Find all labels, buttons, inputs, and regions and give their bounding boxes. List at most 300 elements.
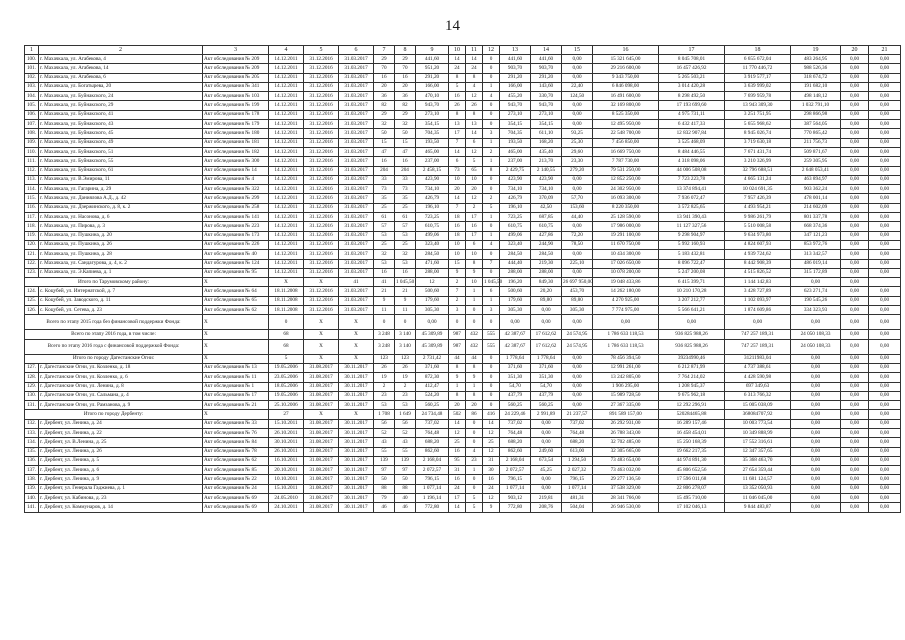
table-cell: 15 495 710,00 — [659, 494, 725, 503]
table-cell: 72,20 — [562, 231, 593, 240]
table-cell: 50 — [374, 129, 395, 138]
table-cell: 330,70 — [531, 92, 562, 101]
column-number-cell: 21 — [869, 46, 901, 55]
table-cell: 45,25 — [531, 466, 562, 475]
table-cell: 25 128 590,00 — [593, 213, 659, 222]
table-cell: 0,00 — [791, 466, 841, 475]
table-cell: 354,15 — [500, 120, 531, 129]
table-cell: 0,00 — [869, 391, 901, 400]
table-cell: 127. — [25, 363, 39, 372]
table-cell: 849,30 — [531, 278, 562, 287]
table-cell: 19 291 100,00 — [593, 231, 659, 240]
table-row — [25, 494, 901, 503]
table-cell: 723,25 — [500, 213, 531, 222]
table-cell: 0,00 — [841, 92, 869, 101]
address-cell: г. Дербент, ул. В.Ленина, д. 25 — [39, 438, 203, 447]
table-cell: 68 — [269, 339, 304, 354]
table-cell: 0,00 — [593, 315, 659, 330]
table-cell: 8 525 350,00 — [593, 110, 659, 119]
table-cell: 6 — [449, 157, 466, 166]
table-cell: 29,60 — [562, 147, 593, 156]
table-cell: 313 342,57 — [791, 250, 841, 259]
table-cell: 688,20 — [562, 438, 593, 447]
table-cell: 14.12.2011 — [269, 259, 304, 268]
table-cell: 105. — [25, 101, 39, 110]
table-cell: 14 — [466, 129, 483, 138]
table-cell: 27 654 359,44 — [725, 466, 791, 475]
table-cell: 15 — [449, 259, 466, 268]
table-cell: 0,00 — [869, 64, 901, 73]
column-number-cell: 7 — [374, 46, 395, 55]
table-cell: 0,00 — [869, 363, 901, 372]
table-cell: 57 — [395, 222, 416, 231]
table-cell: 0,00 — [841, 494, 869, 503]
table-cell: 611,10 — [531, 129, 562, 138]
table-cell: 14.12.2011 — [269, 213, 304, 222]
table-cell: 0 — [483, 401, 500, 410]
table-cell: 0,00 — [562, 101, 593, 110]
column-number-cell: 3 — [203, 46, 269, 55]
table-cell: 31.03.2017 — [339, 203, 374, 212]
table-row — [25, 55, 901, 64]
table-cell: 2 731,42 — [416, 354, 449, 363]
table-cell: 47 — [395, 147, 416, 156]
table-cell: 208,76 — [531, 503, 562, 512]
table-cell: 53 — [395, 401, 416, 410]
document-cell: Акт обследования № 124 — [203, 259, 269, 268]
table-cell: 10 024 691,35 — [725, 185, 791, 194]
table-cell: 0 — [483, 64, 500, 73]
table-cell: 2 027,32 — [562, 466, 593, 475]
table-cell: 2 429,75 — [500, 166, 531, 175]
table-cell: 772,80 — [416, 503, 449, 512]
table-cell: 116. — [25, 203, 39, 212]
table-cell: 31.08.2017 — [304, 494, 339, 503]
table-cell: 323,40 — [500, 240, 531, 249]
table-cell: 347 121,23 — [791, 231, 841, 240]
table-cell: 19 048 433,86 — [593, 278, 659, 287]
table-cell: 0,00 — [562, 373, 593, 382]
table-cell: 3 — [483, 129, 500, 138]
table-cell: 31.12.2016 — [304, 138, 339, 147]
table-cell: 14.12.2011 — [269, 203, 304, 212]
table-cell: 122. — [25, 259, 39, 268]
table-cell: 12 292 296,91 — [659, 401, 725, 410]
table-cell: 24 — [449, 484, 466, 493]
table-cell: 560,25 — [531, 401, 562, 410]
table-cell: 903,12 — [500, 494, 531, 503]
table-cell: 17 552 316,61 — [725, 438, 791, 447]
table-cell: 305,30 — [500, 306, 531, 315]
column-number-cell: 4 — [269, 46, 304, 55]
table-cell: X — [339, 339, 374, 354]
table-cell: 0,00 — [562, 110, 593, 119]
table-cell: 7 — [449, 138, 466, 147]
table-cell: 31.12.2016 — [304, 306, 339, 315]
document-cell: Акт обследования № 65 — [203, 296, 269, 305]
table-cell: 412,47 — [416, 382, 449, 391]
table-cell: 137. — [25, 466, 39, 475]
table-cell: 0,00 — [869, 73, 901, 82]
table-cell: 1 — [483, 138, 500, 147]
table-cell: 2 — [466, 203, 483, 212]
table-cell: 0,00 — [841, 339, 869, 354]
table-cell: 193,50 — [416, 138, 449, 147]
table-cell: 747 257 189,31 — [725, 339, 791, 354]
table-cell: 54,70 — [500, 382, 531, 391]
table-cell: 0,00 — [869, 306, 901, 315]
table-cell: 0,00 — [791, 315, 841, 330]
table-cell: 138. — [25, 475, 39, 484]
table-cell: 20.10.2011 — [269, 466, 304, 475]
table-cell: 0,00 — [562, 250, 593, 259]
table-cell: 8 442 908,39 — [725, 259, 791, 268]
table-cell: 943,70 — [531, 101, 562, 110]
table-cell: 17 — [449, 129, 466, 138]
table-cell: 30.11.2017 — [339, 475, 374, 484]
table-cell: 8 484 446,55 — [659, 147, 725, 156]
table-cell: 95 — [449, 456, 466, 465]
table-cell: X — [339, 354, 374, 363]
document-cell: Акт обследования № 223 — [203, 222, 269, 231]
table-cell: 12 — [483, 447, 500, 456]
column-number-cell: 5 — [304, 46, 339, 55]
table-cell: X — [203, 315, 269, 330]
table-cell: 45 309,89 — [416, 330, 449, 339]
table-cell: 2 168,04 — [416, 456, 449, 465]
table-cell: 0 — [466, 438, 483, 447]
table-cell: 16.10.2011 — [269, 456, 304, 465]
table-cell: 4 665 131,24 — [725, 175, 791, 184]
table-cell: 2 648 053,41 — [791, 166, 841, 175]
table-cell: 93,25 — [562, 129, 593, 138]
table-cell: 25 — [395, 240, 416, 249]
table-cell: 0,00 — [562, 64, 593, 73]
table-cell: 0,00 — [841, 120, 869, 129]
table-cell: 23,30 — [562, 157, 593, 166]
table-cell: 0,00 — [791, 503, 841, 512]
table-cell: 31.12.2016 — [304, 175, 339, 184]
table-cell: 0,00 — [562, 55, 593, 64]
table-cell: 0,00 — [869, 231, 901, 240]
table-cell: 14.12.2011 — [269, 129, 304, 138]
summary-row — [25, 315, 901, 330]
table-cell: 1 144 142,83 — [725, 278, 791, 287]
table-cell: 0,00 — [791, 391, 841, 400]
table-cell: 30.11.2017 — [339, 484, 374, 493]
table-cell: 0,00 — [869, 92, 901, 101]
table-cell: 31.12.2016 — [304, 240, 339, 249]
table-cell: 0,00 — [841, 278, 869, 287]
table-cell: 4 975 731,11 — [659, 110, 725, 119]
table-cell: 427,86 — [531, 231, 562, 240]
table-cell: 1 — [483, 213, 500, 222]
table-cell: 22 806 278,07 — [659, 484, 725, 493]
table-cell: 103. — [25, 82, 39, 91]
table-cell: 17 612,62 — [531, 339, 562, 354]
table-cell: 45 309,89 — [416, 339, 449, 354]
table-cell: 5 566 641,21 — [659, 306, 725, 315]
table-cell: 0,00 — [841, 503, 869, 512]
table-cell: 8 096 722,47 — [659, 259, 725, 268]
table-cell: 0,00 — [841, 373, 869, 382]
table-cell: 0 — [483, 391, 500, 400]
table-cell: 7 723 223,78 — [659, 175, 725, 184]
table-cell: 31.12.2016 — [304, 157, 339, 166]
table-cell: 0 — [466, 315, 483, 330]
table-cell: 53 — [374, 231, 395, 240]
document-cell: Акт обследования № 1 — [203, 382, 269, 391]
table-cell: 0,00 — [841, 147, 869, 156]
table-cell: X — [203, 410, 269, 419]
table-cell: 31.03.2017 — [339, 147, 374, 156]
table-cell: 44 974 891,30 — [659, 456, 725, 465]
table-cell: 4 737 388,61 — [725, 363, 791, 372]
table-cell: 131. — [25, 401, 39, 410]
table-cell: 214 602,09 — [791, 203, 841, 212]
table-cell: 0,00 — [791, 354, 841, 363]
table-row — [25, 306, 901, 315]
table-row — [25, 82, 901, 91]
document-cell: Акт обследования № 181 — [203, 138, 269, 147]
table-cell: 0,00 — [869, 147, 901, 156]
table-cell: 10 — [466, 175, 483, 184]
table-cell: 46 — [374, 503, 395, 512]
table-cell: 8 — [466, 73, 483, 82]
table-cell: 6 655 672,04 — [725, 55, 791, 64]
table-cell: 1 874 609,86 — [725, 306, 791, 315]
table-cell: 18.11.2008 — [269, 306, 304, 315]
document-cell: Акт обследования № 341 — [203, 82, 269, 91]
table-cell: 26.10.2011 — [269, 428, 304, 437]
document-cell: Акт обследования № 69 — [203, 494, 269, 503]
table-cell: 0,00 — [531, 484, 562, 493]
table-cell: 14 — [449, 419, 466, 428]
table-cell: 0,00 — [869, 330, 901, 339]
table-cell: 16 — [374, 157, 395, 166]
table-cell: 0,00 — [869, 129, 901, 138]
table-cell: 128. — [25, 373, 39, 382]
table-cell: 0,00 — [841, 250, 869, 259]
column-number-cell: 18 — [725, 46, 791, 55]
table-cell: 0,00 — [562, 315, 593, 330]
table-cell: 70 — [374, 64, 395, 73]
table-cell: 50 — [374, 475, 395, 484]
resettlement-table — [24, 45, 901, 513]
table-cell: 15 250 168,39 — [659, 438, 725, 447]
address-cell: г. Махачкала, ул. Пушкина, д. 26 — [39, 240, 203, 249]
table-row — [25, 175, 901, 184]
table-cell: 56 — [374, 419, 395, 428]
table-cell: 31.08.2017 — [304, 391, 339, 400]
table-cell: 9 — [374, 296, 395, 305]
table-cell: 499,06 — [416, 231, 449, 240]
table-cell: 117. — [25, 213, 39, 222]
table-cell: 31.03.2017 — [339, 222, 374, 231]
table-cell: 16 — [483, 475, 500, 484]
table-cell: 2 458,15 — [416, 166, 449, 175]
table-cell: 560,25 — [416, 401, 449, 410]
table-row — [25, 157, 901, 166]
table-cell: 139. — [25, 484, 39, 493]
table-cell: 31.12.2016 — [304, 213, 339, 222]
table-cell: 30.11.2017 — [339, 382, 374, 391]
document-cell: Акт обследования № 179 — [203, 120, 269, 129]
table-cell: 24 050 108,33 — [791, 330, 841, 339]
table-cell: 0,00 — [869, 382, 901, 391]
table-cell: 20 — [395, 82, 416, 91]
address-cell: г. Дагестанские Огни, ул. Козленко, д. 6 — [39, 373, 203, 382]
table-cell: 53 — [395, 231, 416, 240]
table-cell: 31.08.2017 — [304, 475, 339, 484]
table-cell: 0,00 — [841, 391, 869, 400]
table-cell: 441,60 — [500, 55, 531, 64]
table-cell: 82 — [395, 101, 416, 110]
table-cell: 17 193 699,60 — [659, 101, 725, 110]
table-cell: 129. — [25, 382, 39, 391]
table-cell: 0,00 — [869, 339, 901, 354]
table-cell: 1 778,64 — [500, 354, 531, 363]
address-cell: г. Дагестанские Огни, ул. Козленко, д. 18 — [39, 363, 203, 372]
table-cell: 27 — [269, 410, 304, 419]
table-cell: 31.03.2017 — [339, 120, 374, 129]
table-cell: 291,20 — [500, 73, 531, 82]
document-cell: Акт обследования № 180 — [203, 129, 269, 138]
table-row — [25, 92, 901, 101]
table-cell: 0,00 — [869, 484, 901, 493]
table-cell: 15 — [395, 138, 416, 147]
table-cell: 39234990,46 — [659, 354, 725, 363]
table-cell: 30.11.2017 — [339, 466, 374, 475]
table-cell: 29 — [395, 110, 416, 119]
table-cell: 20 — [466, 401, 483, 410]
table-cell: 31.12.2016 — [304, 64, 339, 73]
table-cell: 30 — [483, 466, 500, 475]
table-cell: 500,60 — [500, 287, 531, 296]
table-cell: 8 — [466, 391, 483, 400]
table-cell: 31.03.2017 — [339, 129, 374, 138]
table-cell: 32 — [395, 120, 416, 129]
table-cell: 31.12.2016 — [304, 147, 339, 156]
table-cell: 0,00 — [791, 456, 841, 465]
table-cell: 1 — [466, 466, 483, 475]
table-cell: 31.03.2017 — [339, 259, 374, 268]
table-cell: 16 — [449, 447, 466, 456]
table-row — [25, 401, 901, 410]
table-cell: 0,00 — [841, 138, 869, 147]
table-cell: 315 172,89 — [791, 268, 841, 277]
table-cell: 8 — [483, 166, 500, 175]
table-cell: 0 — [483, 250, 500, 259]
table-cell: 7 957 426,39 — [725, 194, 791, 203]
table-cell: 10 — [449, 250, 466, 259]
table-cell: 9 — [466, 373, 483, 382]
table-cell: 0,00 — [841, 129, 869, 138]
table-cell: 24 — [483, 484, 500, 493]
table-cell: 0,00 — [791, 382, 841, 391]
column-number-cell: 2 — [39, 46, 203, 55]
table-cell: 9 — [449, 373, 466, 382]
table-cell: 16 669 750,00 — [593, 147, 659, 156]
table-cell: 1 196,14 — [416, 494, 449, 503]
table-cell: 33 — [374, 175, 395, 184]
table-cell: 125. — [25, 296, 39, 305]
table-cell: 11 046 045,00 — [725, 494, 791, 503]
document-cell: Акт обследования № 69 — [203, 503, 269, 512]
table-cell: 0,00 — [869, 419, 901, 428]
table-cell: 10.10.2011 — [269, 475, 304, 484]
table-cell: 124,50 — [562, 92, 593, 101]
table-cell: 3 248 — [374, 330, 395, 339]
table-cell: 30.11.2017 — [339, 428, 374, 437]
table-cell: 0,00 — [500, 315, 531, 330]
table-cell: 19 — [395, 373, 416, 382]
table-row — [25, 250, 901, 259]
table-cell: 16 — [449, 222, 466, 231]
table-cell: 6 313 766,32 — [725, 391, 791, 400]
table-cell: 1 — [449, 382, 466, 391]
summary-label: Итого по Тарумовскому району: — [25, 278, 203, 287]
table-cell: 31.03.2017 — [339, 194, 374, 203]
table-cell: 139 — [374, 456, 395, 465]
table-cell: 4 515 826,52 — [725, 268, 791, 277]
table-cell: 53 — [374, 259, 395, 268]
document-cell: Акт обследования № 299 — [203, 194, 269, 203]
address-cell: г. Махачкала, ул. В.Эмирова, 11 — [39, 175, 203, 184]
table-cell: 10 003 773,54 — [725, 419, 791, 428]
table-cell: 796,15 — [416, 475, 449, 484]
table-cell: 11 127 327,56 — [659, 222, 725, 231]
document-cell: Акт обследования № 300 — [203, 157, 269, 166]
table-cell: 0,00 — [841, 428, 869, 437]
document-cell: Акт обследования № 173 — [203, 231, 269, 240]
table-cell: 0,00 — [869, 175, 901, 184]
table-cell: 11 — [374, 306, 395, 315]
table-cell: 0,00 — [869, 268, 901, 277]
table-cell: 16 — [395, 73, 416, 82]
table-cell: 14.12.2011 — [269, 82, 304, 91]
document-cell: Акт обследования № 14 — [203, 166, 269, 175]
table-cell: 520284465,88 — [659, 410, 725, 419]
table-cell: 31.12.2016 — [304, 129, 339, 138]
table-cell: 5 265 503,21 — [659, 73, 725, 82]
table-cell: 0,00 — [841, 287, 869, 296]
table-cell: 10 — [466, 278, 483, 287]
table-cell: 3 207 212,77 — [659, 296, 725, 305]
table-cell: 0,00 — [841, 410, 869, 419]
table-cell: 20 — [449, 401, 466, 410]
document-cell: Акт обследования № 78 — [203, 447, 269, 456]
table-cell: 0,00 — [841, 231, 869, 240]
table-cell: 0,00 — [869, 475, 901, 484]
table-cell: 0,00 — [791, 278, 841, 287]
table-cell: 61 — [374, 213, 395, 222]
table-cell: 102. — [25, 73, 39, 82]
table-cell: 0,00 — [531, 475, 562, 484]
table-cell: 14.12.2011 — [269, 147, 304, 156]
table-cell: 862,60 — [416, 447, 449, 456]
column-number-cell: 6 — [339, 46, 374, 55]
table-cell: 31.12.2016 — [304, 92, 339, 101]
table-cell: 16 289 157,46 — [659, 419, 725, 428]
table-cell: 47 — [374, 147, 395, 156]
table-cell: X — [339, 410, 374, 419]
table-cell: 6 212 871,99 — [659, 363, 725, 372]
table-row — [25, 419, 901, 428]
table-row — [25, 129, 901, 138]
table-cell: 8 — [449, 363, 466, 372]
table-cell: 112. — [25, 166, 39, 175]
